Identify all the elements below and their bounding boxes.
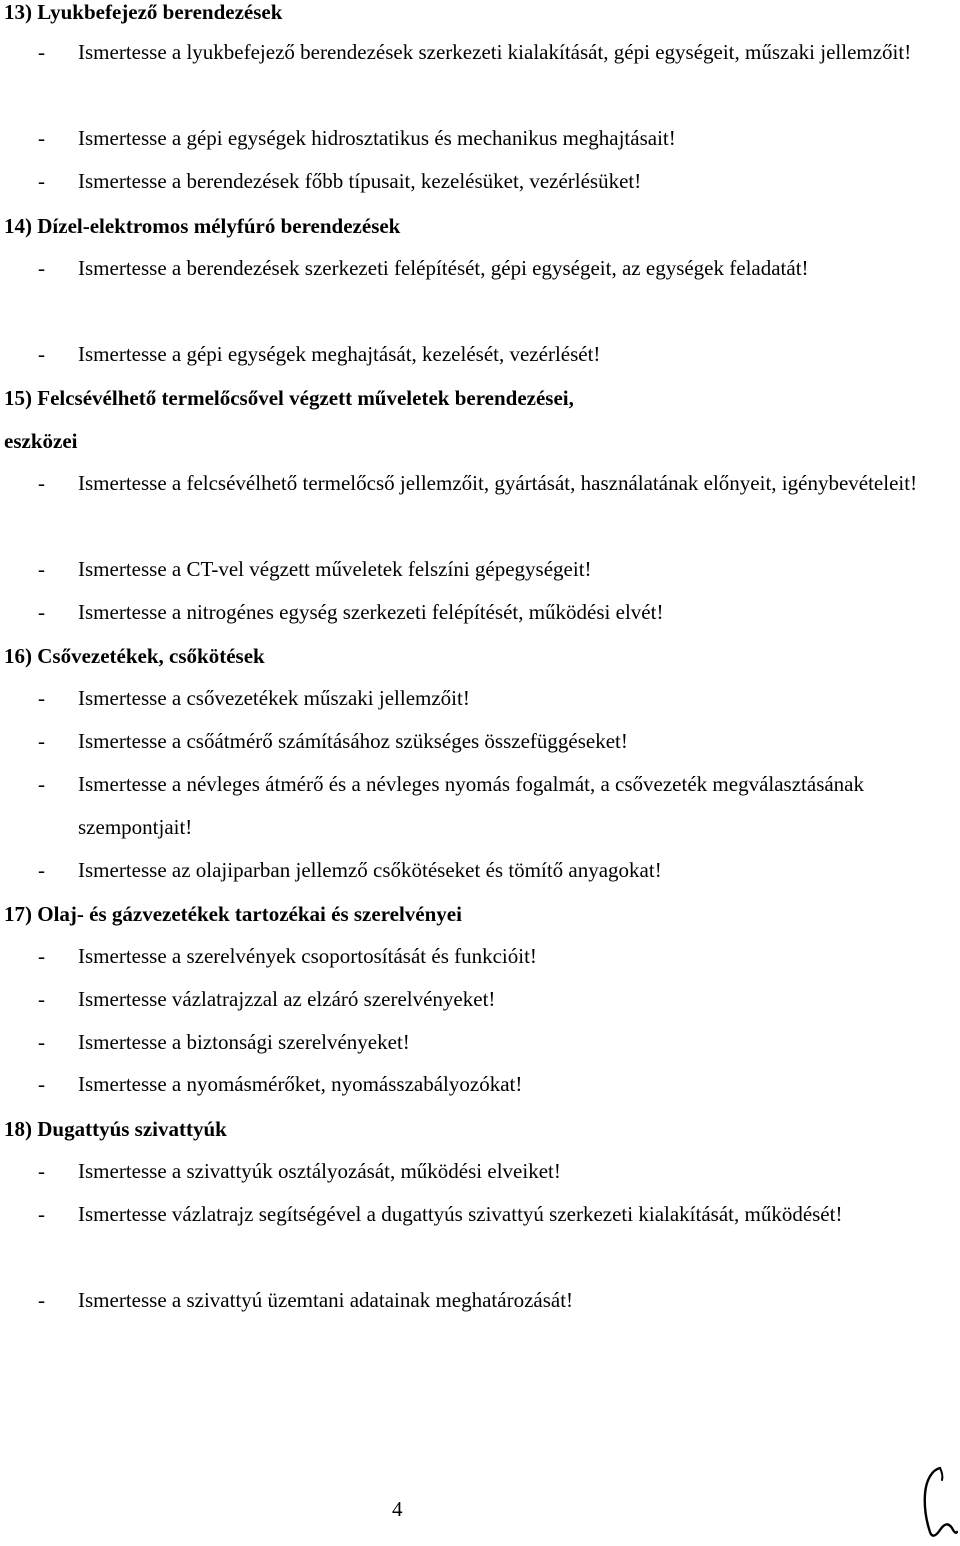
bullet-dash: - [38, 1159, 45, 1183]
list-item-text: Ismertesse a szivattyúk osztályozását, működési elveiket! [78, 1159, 561, 1183]
bullet-dash: - [38, 1202, 45, 1226]
list-item-text: Ismertesse vázlatrajz segítségével a dugattyús szivattyú szerkezeti kialakítását, működését! [78, 1202, 843, 1226]
list-item [38, 1150, 918, 1193]
list-item [38, 978, 918, 1021]
list-item [38, 720, 918, 763]
list-item [38, 333, 918, 376]
section-title-17: 17) Olaj- és gázvezetékek tartozékai és szerelvényei [4, 902, 462, 926]
handwritten-signature [918, 1462, 958, 1542]
list-item-text: Ismertesse a nitrogénes egység szerkezeti felépítését, működési elvét! [78, 600, 664, 624]
bullet-dash: - [38, 858, 45, 882]
bullet-dash: - [38, 256, 45, 280]
bullet-dash: - [38, 600, 45, 624]
bullet-dash: - [38, 557, 45, 581]
section-title-16: 16) Csővezetékek, csőkötések [4, 644, 265, 668]
list-item-text: Ismertesse az olajiparban jellemző csőkötéseket és tömítő anyagokat! [78, 858, 662, 882]
list-item-text: Ismertesse a névleges átmérő és a névleges nyomás fogalmát, a csővezeték megválasztásának szempontjait! [78, 772, 865, 839]
list-item-text: Ismertesse a gépi egységek hidrosztatikus és mechanikus meghajtásait! [78, 126, 676, 150]
list-item-text: Ismertesse a csőátmérő számításához szükséges összefüggéseket! [78, 729, 628, 753]
list-item-text: Ismertesse vázlatrajzzal az elzáró szerelvényeket! [78, 987, 496, 1011]
list-item-text: Ismertesse a berendezések főbb típusait, kezelésüket, vezérlésüket! [78, 169, 642, 193]
list-item [38, 1063, 918, 1106]
section-title-14: 14) Dízel-elektromos mélyfúró berendezések [4, 214, 401, 238]
list-item-text: Ismertesse a szivattyú üzemtani adatainak meghatározását! [78, 1288, 574, 1312]
bullet-dash: - [38, 126, 45, 150]
list-item [38, 462, 918, 505]
list-item-text: Ismertesse a gépi egységek meghajtását, kezelését, vezérlését! [78, 342, 601, 366]
list-item-text: Ismertesse a szerelvények csoportosítását és funkcióit! [78, 944, 537, 968]
list-item-text: Ismertesse a biztonsági szerelvényeket! [78, 1030, 410, 1054]
bullet-dash: - [38, 1288, 45, 1312]
bullet-dash: - [38, 944, 45, 968]
bullet-dash: - [38, 471, 45, 495]
bullet-dash: - [38, 686, 45, 710]
section-title-15-continuation: eszközei [4, 429, 78, 453]
bullet-dash: - [38, 772, 45, 796]
list-item [38, 763, 918, 849]
bullet-dash: - [38, 1072, 45, 1096]
bullet-dash: - [38, 40, 45, 64]
bullet-dash: - [38, 1030, 45, 1054]
list-item [38, 247, 918, 290]
bullet-dash: - [38, 729, 45, 753]
list-item [38, 31, 918, 74]
list-item-text: Ismertesse a CT-vel végzett műveletek felszíni gépegységeit! [78, 557, 592, 581]
list-item [38, 160, 918, 203]
section-title-13: 13) Lyukbefejező berendezések [4, 0, 283, 24]
section-title-15: 15) Felcsévélhető termelőcsővel végzett műveletek berendezései, [4, 386, 574, 410]
list-item [38, 591, 918, 634]
list-item-text: Ismertesse a lyukbefejező berendezések szerkezeti kialakítását, gépi egységeit, műszaki jellemzőit! [78, 40, 912, 64]
list-item [38, 935, 918, 978]
list-item-text: Ismertesse a nyomásmérőket, nyomásszabályozókat! [78, 1072, 523, 1096]
list-item-text: Ismertesse a csővezetékek műszaki jellemzőit! [78, 686, 470, 710]
bullet-dash: - [38, 987, 45, 1011]
list-item [38, 849, 918, 892]
page-number: 4 [392, 1497, 403, 1521]
list-item [38, 677, 918, 720]
list-item-text: Ismertesse a felcsévélhető termelőcső jellemzőit, gyártását, használatának előnyeit, igénybevételeit! [78, 471, 918, 495]
list-item [38, 548, 918, 591]
section-title-18: 18) Dugattyús szivattyúk [4, 1117, 227, 1141]
list-item-text: Ismertesse a berendezések szerkezeti felépítését, gépi egységeit, az egységek feladatát! [78, 256, 809, 280]
bullet-dash: - [38, 169, 45, 193]
list-item [38, 1279, 918, 1322]
list-item [38, 1021, 918, 1064]
bullet-dash: - [38, 342, 45, 366]
list-item [38, 117, 918, 160]
list-item [38, 1193, 918, 1236]
